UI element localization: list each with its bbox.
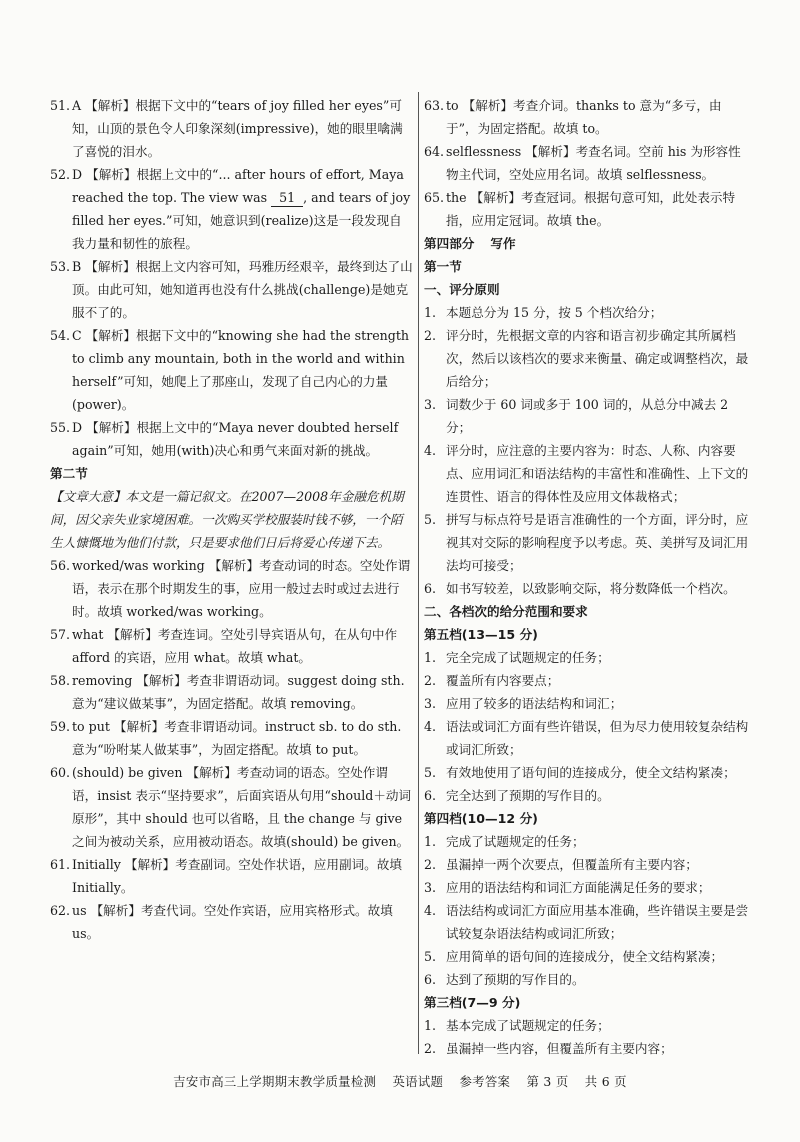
principle-item: 1. 本题总分为 15 分，按 5 个档次给分；: [424, 305, 663, 320]
answer-item-52: 52. D 【解析】根据上文中的“... after hours of effort, Maya reached the top. The view was 51 , and tears of joy filled her eyes.”可知，她意识到(realize)这是一段发现自我力量和韧性的旅程。: [50, 167, 411, 251]
answer-item-62: 62. us 【解析】考查代词。空处作宾语，应用宾格形式。故填 us。: [50, 903, 393, 941]
grade-4-item: 4. 语法结构或词汇方面应用基本准确，些许错误主要是尝试较复杂语法结构或词汇所致；: [424, 903, 749, 941]
ranges-title: 二、各档次的给分范围和要求: [424, 604, 588, 619]
grade-3-item: 2. 虽漏掉一些内容，但覆盖所有主要内容；: [424, 1041, 673, 1056]
grade-4-item: 2. 虽漏掉一两个次要点，但覆盖所有主要内容；: [424, 857, 698, 872]
principle-item: 6. 如书写较差，以致影响交际，将分数降低一个档次。: [424, 581, 736, 596]
grade-3-title: 第三档(7—9 分): [424, 995, 521, 1010]
answer-item-51: 51. A 【解析】根据下文中的“tears of joy filled her eyes”可知，山顶的景色令人印象深刻(impressive)，她的眼里噙满了喜悦的泪水。: [50, 98, 403, 159]
grade-5-item: 6. 完全达到了预期的写作目的。: [424, 788, 610, 803]
column-divider: [418, 92, 419, 1054]
answer-item-61: 61. Initially 【解析】考查副词。空处作状语，应用副词。故填 Initially。: [50, 857, 402, 895]
answer-item-55: 55. D 【解析】根据上文中的“Maya never doubted herself again”可知，她用(with)决心和勇气来面对新的挑战。: [50, 420, 399, 458]
left-column: [50, 94, 413, 945]
grade-5-item: 5. 有效地使用了语句间的连接成分，使全文结构紧凑；: [424, 765, 736, 780]
principle-item: 3. 词数少于 60 词或多于 100 词的，从总分中减去 2 分；: [424, 397, 729, 435]
answer-item-65: 65. the 【解析】考查冠词。根据句意可知，此处表示特指，应用定冠词。故填 the。: [424, 190, 736, 228]
answer-item-53: 53. B 【解析】根据上文内容可知，玛雅历经艰辛，最终到达了山顶。由此可知，她知道再也没有什么挑战(challenge)是她克服不了的。: [50, 259, 413, 320]
grade-4-title: 第四档(10—12 分): [424, 811, 538, 826]
article-summary: 【文章大意】本文是一篇记叙文。在2007—2008年金融危机期间，因父亲失业家境困难。一次购买学校服装时钱不够，一个陌生人慷慨地为他们付款，只是要求他们日后将爱心传递下去。: [50, 489, 404, 550]
grade-4-item: 5. 应用简单的语句间的连接成分，使全文结构紧凑；: [424, 949, 724, 964]
answer-item-58: 58. removing 【解析】考查非谓语动词。suggest doing sth.意为“建议做某事”，为固定搭配。故填 removing。: [50, 673, 405, 711]
principles-title: 一、评分原则: [424, 282, 500, 297]
section-1-title: 第一节: [424, 259, 462, 274]
section-2-title: 第二节: [50, 466, 88, 481]
grade-4-item: 3. 应用的语法结构和词汇方面能满足任务的要求；: [424, 880, 711, 895]
answer-item-64: 64. selflessness 【解析】考查名词。空前 his 为形容性物主代词，空处应用名词。故填 selflessness。: [424, 144, 741, 182]
answer-item-63: 63. to 【解析】考查介词。thanks to 意为“多亏，由于”，为固定搭配。故填 to。: [424, 98, 722, 136]
answer-item-60: 60. (should) be given 【解析】考查动词的语态。空处作谓语，insist 表示“坚持要求”，后面宾语从句用“should＋动词原形”，其中 should 也可以省略，且 the change 与 give 之间为被动关系，应用被动语态。故填(should) be given。: [50, 765, 412, 849]
answer-item-54: 54. C 【解析】根据下文中的“knowing she had the strength to climb any mountain, both in the world and within herself”可知，她爬上了那座山，发现了自己内心的力量(power)。: [50, 328, 410, 412]
grade-5-item: 4. 语法或词汇方面有些许错误，但为尽力使用较复杂结构或词汇所致；: [424, 719, 749, 757]
principle-item: 2. 评分时，先根据文章的内容和语言初步确定其所属档次，然后以该档次的要求来衡量、确定或调整档次，最后给分；: [424, 328, 749, 389]
grade-3-item: 1. 基本完成了试题规定的任务；: [424, 1018, 610, 1033]
answer-item-56: 56. worked/was working 【解析】考查动词的时态。空处作谓语，表示在那个时期发生的事，应用一般过去时或过去进行时。故填 worked/was working。: [50, 558, 411, 619]
answer-item-57: 57. what 【解析】考查连词。空处引导宾语从句，在从句中作 afford 的宾语，应用 what。故填 what。: [50, 627, 398, 665]
blank-51: 51: [271, 190, 303, 207]
grade-5-item: 2. 覆盖所有内容要点；: [424, 673, 560, 688]
page-footer: 吉安市高三上学期期末教学质量检测 英语试题 参考答案 第 3 页 共 6 页: [173, 1074, 627, 1089]
part-4-title: 第四部分 写作: [424, 236, 516, 251]
grade-5-item: 3. 应用了较多的语法结构和词汇；: [424, 696, 623, 711]
answer-item-59: 59. to put 【解析】考查非谓语动词。instruct sb. to do sth.意为“吩咐某人做某事”，为固定搭配。故填 to put。: [50, 719, 402, 757]
right-column: [424, 94, 750, 1060]
grade-5-item: 1. 完全完成了试题规定的任务；: [424, 650, 610, 665]
principle-item: 5. 拼写与标点符号是语言准确性的一个方面，评分时，应视其对交际的影响程度予以考虑。英、美拼写及词汇用法均可接受；: [424, 512, 749, 573]
grade-4-item: 1. 完成了试题规定的任务；: [424, 834, 585, 849]
principle-item: 4. 评分时，应注意的主要内容为：时态、人称、内容要点、应用词汇和语法结构的丰富性和准确性、上下文的连贯性、语言的得体性及应用文体裁格式；: [424, 443, 749, 504]
grade-4-item: 6. 达到了预期的写作目的。: [424, 972, 585, 987]
grade-5-title: 第五档(13—15 分): [424, 627, 538, 642]
